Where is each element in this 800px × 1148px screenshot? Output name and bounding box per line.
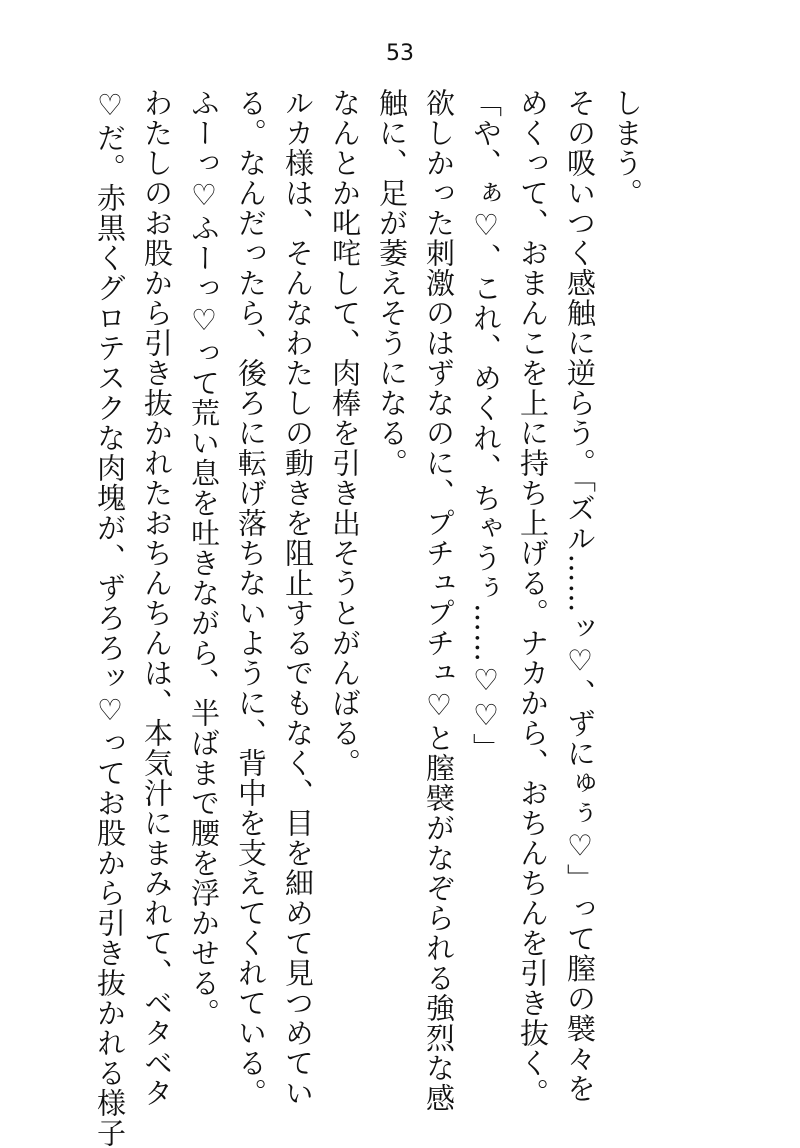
text-line: ルカ様は、そんなわたしの動きを阻止するでもなく、目を細めて見つめてい <box>281 88 315 1108</box>
text-line: なんとか叱咤して、肉棒を引き出そうとがんばる。 <box>328 88 362 778</box>
text-line: 触に、足が萎えそうになる。 <box>375 88 409 478</box>
page-number: 53 <box>386 41 414 66</box>
text-line: ♡だ。赤黒くグロテスクな肉塊が、ずろろッ♡ってお股から引き抜かれる様子 <box>93 88 127 1148</box>
text-line: しまう。 <box>610 88 644 208</box>
text-line: る。なんだったら、後ろに転げ落ちないように、背中を支えてくれている。 <box>234 88 268 1108</box>
text-line: ふーっ♡ふーっ♡って荒い息を吐きながら、半ばまで腰を浮かせる。 <box>187 88 221 1028</box>
text-line: 「や、ぁ♡、これ、めくれ、ちゃうぅ……♡♡」 <box>469 88 503 763</box>
text-line: 欲しかった刺激のはずなのに、プチュプチュ♡と膣襞がなぞられる強烈な感 <box>422 88 456 1113</box>
text-line: めくって、おまんこを上に持ち上げる。ナカから、おちんちんを引き抜く。 <box>516 88 550 1108</box>
vertical-text-body <box>86 88 650 1148</box>
text-line: わたしのお股から引き抜かれたおちんちんは、本気汁にまみれて、ベタベタ <box>140 88 174 1108</box>
text-line: その吸いつく感触に逆らう。「ズル……ッ♡、ずにゅぅ♡」って膣の襞々を <box>563 88 597 1104</box>
